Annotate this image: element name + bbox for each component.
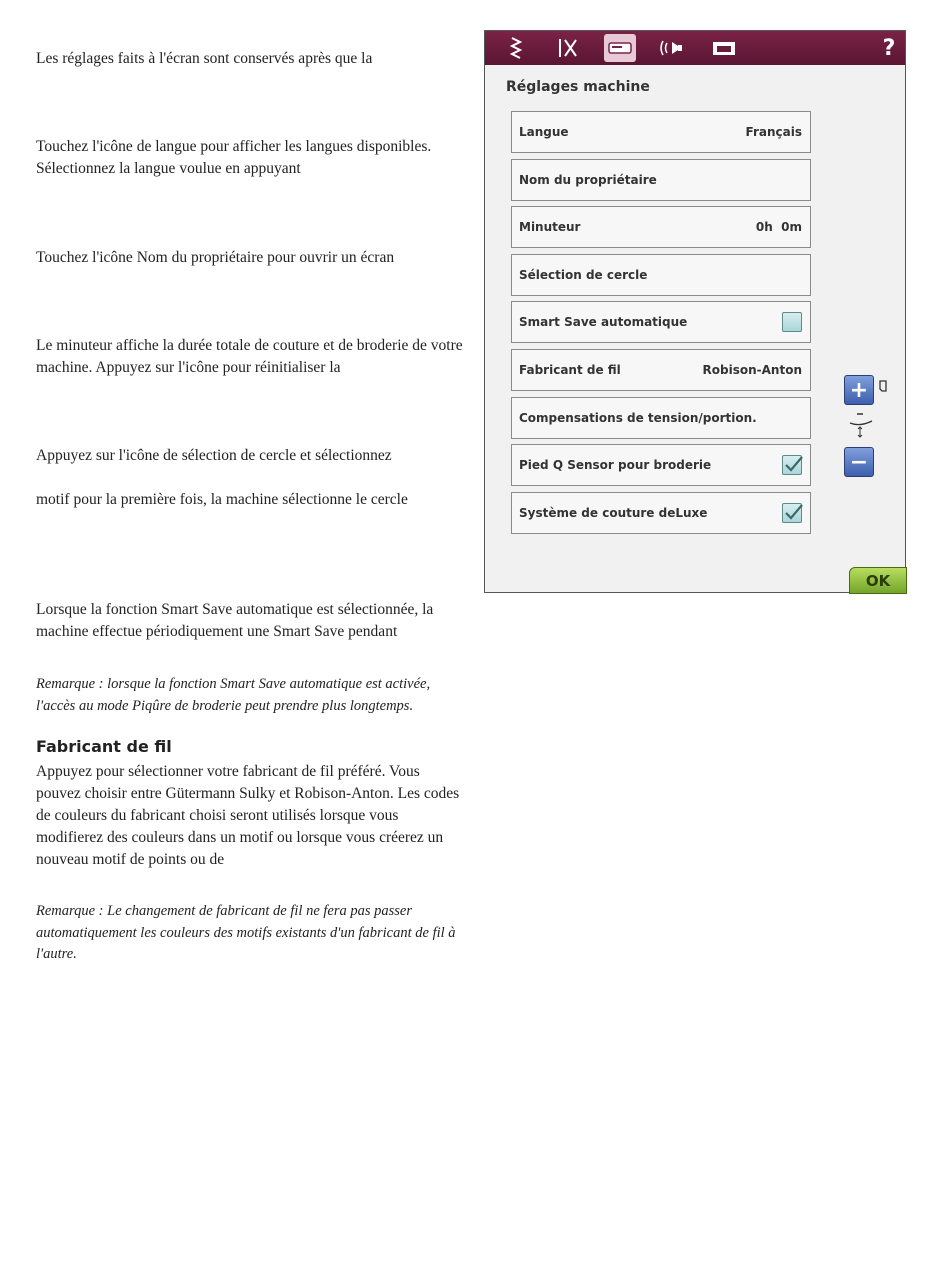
row-value: 0h 0m — [755, 220, 802, 235]
increase-button[interactable]: + — [844, 375, 874, 405]
row-label: Nom du propriétaire — [519, 172, 657, 187]
paragraph-hoop-selection: Appuyez sur l'icône de sélection de cercle et sélectionnez — [36, 447, 392, 464]
smart-save-checkbox[interactable] — [782, 312, 802, 332]
row-label: Smart Save automatique — [519, 315, 688, 330]
row-label: Langue — [519, 125, 569, 139]
row-q-sensor-foot — [511, 444, 811, 486]
row-language[interactable] — [511, 111, 811, 153]
toolbar — [485, 31, 905, 65]
heading-thread-manufacturer: Fabricant de fil — [36, 737, 172, 756]
help-icon[interactable]: ? — [882, 35, 896, 61]
deluxe-checkbox[interactable] — [782, 503, 802, 523]
sound-settings-icon[interactable] — [657, 34, 685, 62]
presser-foot-height-control — [844, 375, 894, 485]
paragraph-thread-manufacturer: Appuyez pour sélectionner votre fabricant de fil préféré. Vous pouvez choisir entre Gütermann Sulky et Robison-Anton. Les codes de couleurs du fabricant choisi seront utilisés lorsque vous modifierez des couleurs dans un motif ou lorsque vous créerez un nouveau motif de points ou de — [36, 763, 460, 868]
paragraph-smart-save: Lorsque la fonction Smart Save automatique est sélectionnée, la machine effectue périodiquement une Smart Save pendant — [36, 601, 434, 640]
machine-settings-icon[interactable] — [604, 34, 636, 62]
paragraph-timer: Le minuteur affiche la durée totale de couture et de broderie de votre machine. Appuyez sur l'icône pour réinitialiser la — [36, 337, 463, 376]
row-tension-compensation[interactable] — [511, 397, 811, 439]
machine-settings-screen — [484, 30, 906, 593]
q-sensor-checkbox[interactable] — [782, 455, 802, 475]
row-label: Minuteur — [519, 220, 581, 235]
note-thread-manufacturer: Remarque : Le changement de fabricant de fil ne fera pas passer automatiquement les couleurs des motifs existants d'un fabricant de fil à l'autre. — [36, 903, 456, 962]
foot-height-icon — [846, 411, 876, 441]
row-label: Compensations de tension/portion. — [519, 410, 757, 425]
scissors-needle-icon[interactable] — [555, 34, 579, 62]
decrease-button[interactable]: − — [844, 447, 874, 477]
row-deluxe-system — [511, 492, 811, 534]
row-label: Pied Q Sensor pour broderie — [519, 458, 712, 473]
checkmark-icon — [783, 455, 803, 475]
row-thread-manufacturer[interactable] — [511, 349, 811, 391]
paragraph-settings-saved: Les réglages faits à l'écran sont conservés après que la — [36, 50, 373, 67]
paragraph-language: Touchez l'icône de langue pour afficher les langues disponibles. Sélectionnez la langue voulue en appuyant — [36, 138, 432, 177]
row-label: Fabricant de fil — [519, 362, 621, 377]
checkmark-icon — [783, 503, 803, 523]
row-hoop-selection[interactable] — [511, 254, 811, 296]
row-owner-name[interactable] — [511, 159, 811, 201]
ok-button[interactable]: OK — [849, 567, 907, 594]
settings-list — [511, 111, 811, 539]
row-value: Français — [745, 125, 802, 139]
machine-info-icon[interactable] — [709, 34, 739, 62]
paragraph-hoop-selection-continued: motif pour la première fois, la machine sélectionne le cercle — [36, 491, 408, 508]
presser-foot-icon — [878, 379, 890, 395]
stitch-menu-icon[interactable] — [507, 34, 525, 62]
row-label: Système de couture deLuxe — [519, 505, 708, 520]
row-label: Sélection de cercle — [519, 267, 648, 282]
screen-title: Réglages machine — [506, 79, 650, 95]
row-smart-save — [511, 301, 811, 343]
row-timer[interactable] — [511, 206, 811, 248]
paragraph-owner-name: Touchez l'icône Nom du propriétaire pour ouvrir un écran — [36, 249, 395, 266]
row-value: Robison-Anton — [702, 362, 802, 377]
note-smart-save: Remarque : lorsque la fonction Smart Save automatique est activée, l'accès au mode Piqûre de broderie peut prendre plus longtemps. — [36, 676, 431, 714]
